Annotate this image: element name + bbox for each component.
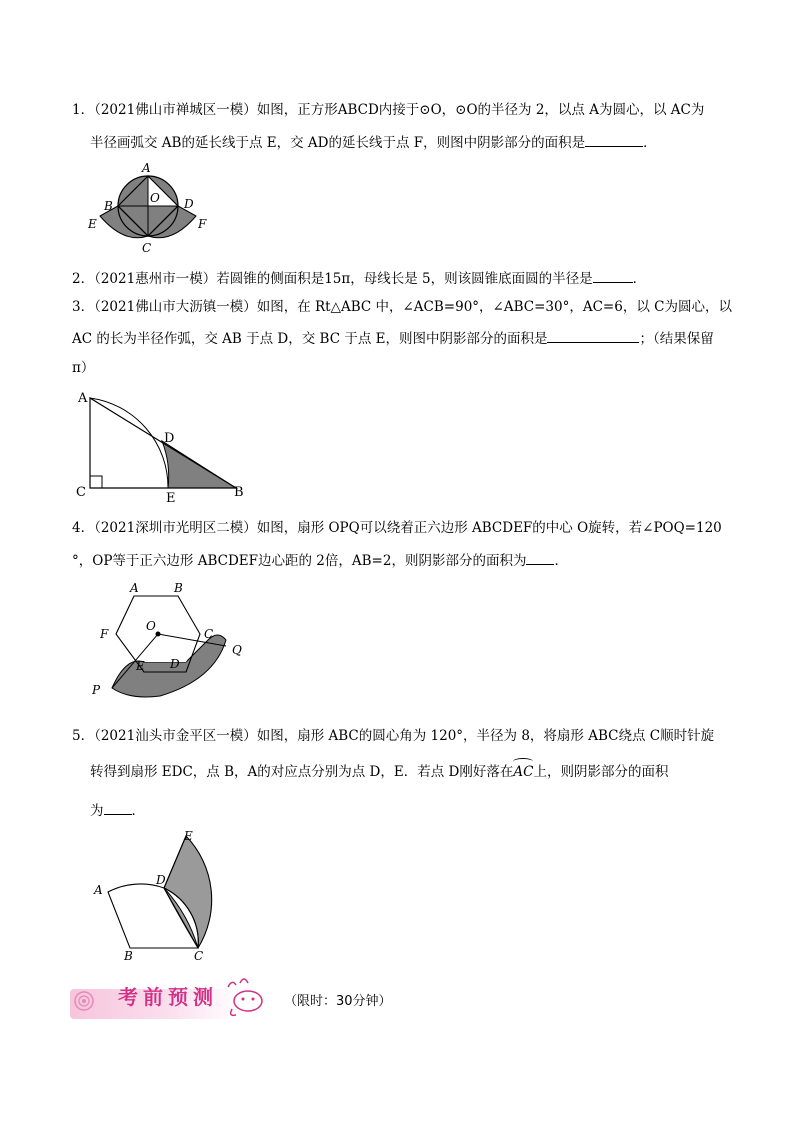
q1-label-c: C [142, 241, 152, 255]
q4-label-b: B [174, 581, 183, 595]
q4-label-e: E [136, 659, 145, 673]
q2-answer-blank [593, 268, 633, 283]
q3-line2-text: AC 的长为半径作弧，交 AB 于点 D，交 BC 于点 E，则图中阴影部分的面积是 [72, 331, 548, 347]
q4-answer-blank [526, 550, 554, 565]
q5-line3-end: ． [131, 803, 145, 819]
q1-label-f: F [198, 217, 207, 231]
q3-label-d: D [164, 431, 175, 446]
q5-line2 [90, 762, 668, 782]
q5-line2-end: 上，则阴影部分的面积 [533, 764, 669, 780]
q3-line2-end: ；（结果保留 [639, 331, 714, 347]
q1-label-a: A [142, 161, 151, 175]
q5-figure [88, 826, 238, 961]
section-title: 考前预测 [118, 985, 218, 1009]
q3-label-c: C [76, 485, 86, 500]
q3-figure [72, 386, 257, 504]
q4-figure [86, 578, 256, 708]
q5-label-d: D [156, 873, 166, 887]
q1-line2-text: 半径画弧交 AB的延长线于点 E，交 AD的延长线于点 F，则图中阴影部分的面积是 [90, 135, 586, 151]
q4-label-p: P [92, 683, 101, 697]
q4-label-f: F [100, 627, 109, 641]
q5-line3 [90, 800, 145, 821]
section-banner [70, 975, 240, 1021]
q2-line1-end: ． [632, 271, 647, 287]
q4-label-o: O [146, 619, 156, 633]
q1-label-d: D [184, 197, 194, 211]
q1-line1: 1．（2021佛山市禅城区一模）如图，正方形ABCD内接于⊙O，⊙O的半径为 2，以点 A为圆心，以 AC为 [72, 102, 705, 118]
q2-line1-text: 2．（2021惠州市一模）若圆锥的侧面积是15π，母线长是 5，则该圆锥底面圆的半径是 [72, 271, 593, 287]
q3-line1: 3．（2021佛山市大沥镇一模）如图，在 Rt△ABC 中，∠ACB=90°，∠ABC=30°，AC=6，以 C为圆心，以 [72, 299, 732, 315]
q1-label-o: O [150, 191, 160, 205]
q4-label-d: D [170, 657, 180, 671]
q4-label-a: A [130, 581, 139, 595]
q1-answer-blank [585, 132, 643, 147]
q4-line1: 4．（2021深圳市光明区二模）如图，扇形 OPQ可以绕着正六边形 ABCDEF的中心 O旋转，若∠POQ=120 [72, 520, 722, 536]
q3-line2 [72, 328, 714, 349]
q4-label-q: Q [232, 643, 242, 657]
q4-line2-end: ． [554, 553, 568, 569]
q5-line1: 5．（2021汕头市金平区一模）如图，扇形 ABC的圆心角为 120°，半径为 8，将扇形 ABC绕点 C顺时针旋 [72, 728, 715, 744]
q1-label-b: B [104, 199, 113, 213]
q5-arc-text: AC [513, 764, 534, 780]
q1-label-e: E [88, 217, 97, 231]
q5-line2-text: 转得到扇形 EDC，点 B，A的对应点分别为点 D，E．若点 D刚好落在 [90, 764, 514, 780]
q5-answer-blank [104, 800, 132, 815]
q1-figure [84, 158, 214, 258]
q5-label-c: C [194, 949, 204, 961]
q2-line1 [72, 268, 646, 289]
q5-label-e: E [184, 829, 193, 843]
snail-icon [70, 985, 110, 1015]
q3-label-b: B [234, 485, 244, 500]
q5-line3-text: 为 [90, 803, 104, 819]
q5-label-a: A [94, 883, 103, 897]
q4-label-c: C [204, 627, 214, 641]
rabbit-icon [218, 975, 278, 1021]
q1-line2 [90, 132, 657, 153]
q5-arc-ac [513, 762, 533, 782]
q5-label-b: B [124, 949, 133, 961]
q4-line2 [72, 550, 568, 571]
q3-label-e: E [166, 491, 176, 504]
q3-answer-blank [547, 328, 639, 343]
q3-label-a: A [78, 391, 88, 406]
time-limit-note: （限时：30分钟） [284, 994, 392, 1009]
q1-line2-end: ． [643, 135, 657, 151]
q4-line2-text: °，OP等于正六边形 ABCDEF边心距的 2倍，AB=2，则阴影部分的面积为 [72, 553, 527, 569]
q3-line3: π） [72, 360, 95, 376]
q5-arc-mark [513, 758, 533, 765]
